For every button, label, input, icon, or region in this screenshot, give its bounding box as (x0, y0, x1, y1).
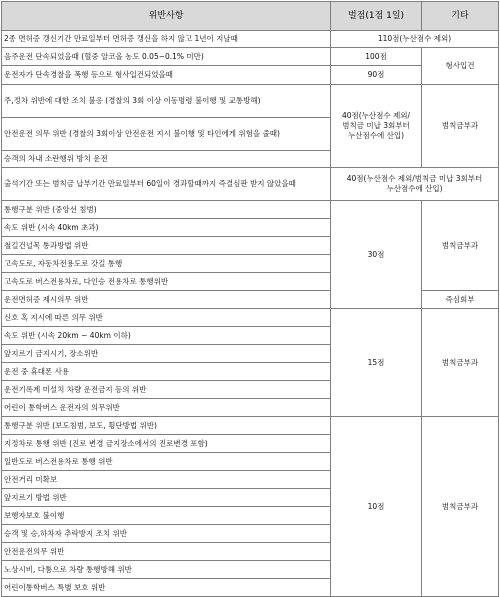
violation-cell: 철길건널목 통과방법 위반 (2, 237, 331, 255)
violation-cell: 앞지르기 방법 위반 (2, 489, 331, 507)
points-cell: 110점(누산점수 제외) (331, 31, 499, 48)
violation-cell: 지정차로 통행 위반 (진로 변경 금지장소에서의 진로변경 포함) (2, 435, 331, 453)
points-cell: 40점(누산점수 제외/범칙금 미납 3회부터 누산점수에 산입) (331, 85, 422, 168)
violation-cell: 어린이통학버스 특별 보호 위반 (2, 579, 331, 597)
header-violation: 위반사항 (2, 2, 331, 31)
note-cell: 범칙금부과 (422, 85, 499, 168)
note-cell: 범칙금부과 (422, 201, 499, 291)
violation-cell: 운전면허증 제시의무 위반 (2, 291, 331, 309)
violation-cell: 앞지르기 금지시기, 장소위반 (2, 345, 331, 363)
violation-cell: 보행자보호 불이행 (2, 507, 331, 525)
table-row (2, 31, 499, 48)
violation-cell: 고속도로, 자동차전용도로 갓길 통행 (2, 255, 331, 273)
violation-cell: 어린이 통학버스 운전자의 의무위반 (2, 399, 331, 417)
table-row (2, 417, 499, 435)
violation-cell: 승객 및 승,하차자 추락방지 조치 위반 (2, 525, 331, 543)
violation-cell: 신호 혹 지시에 따른 의무 위반 (2, 309, 331, 327)
violation-cell: 승객의 차내 소란행위 방치 운전 (2, 151, 331, 168)
violation-cell: 운전자가 단속경찰을 폭행 등으로 형사입건되었을때 (2, 66, 331, 85)
violation-cell: 통행구분 위반 (중앙선 침범) (2, 201, 331, 219)
violation-cell: 속도 위반 (시속 20km ~ 40km 이하) (2, 327, 331, 345)
violation-cell: 출석기간 또는 범칙금 납부기간 만료일부터 60일이 경과할때까지 즉결심판 받지 않았을때 (2, 168, 331, 201)
note-cell: 범칙금부과 (422, 417, 499, 597)
points-cell: 10점 (331, 417, 422, 597)
violation-cell: 2종 면허증 갱신기간 만료일부터 면허증 갱신을 하지 않고 1년이 지날때 (2, 31, 331, 48)
violation-cell: 주,정차 위반에 대한 조치 불응 (경찰의 3회 이상 이동명령 불이행 및 교통방해) (2, 85, 331, 118)
table-row (2, 291, 499, 309)
points-cell: 40점(누산점수 제외/범칙금 미납 3회부터 누산점수에 산입) (331, 168, 499, 201)
violation-cell: 안전운전의무 위반 (2, 543, 331, 561)
violation-cell: 안전운전 의무 위반 (경찰의 3회이상 안전운전 지시 불이행 및 타인에게 위험을 줄때) (2, 118, 331, 151)
violation-cell: 음주운전 단속되었을때 (혈중 알코올 농도 0.05~0.1% 미만) (2, 48, 331, 66)
violation-cell: 운전 중 휴대폰 사용 (2, 363, 331, 381)
table-row (2, 85, 499, 118)
penalty-points-table (1, 1, 499, 597)
penalty-table-container (1, 1, 499, 597)
header-points: 벌점(1점 1일) (331, 2, 422, 31)
note-cell: 형사입건 (422, 48, 499, 85)
violation-cell: 속도 위반 (시속 40km 초과) (2, 219, 331, 237)
table-row (2, 201, 499, 219)
points-cell: 100점 (331, 48, 422, 66)
violation-cell: 안전거리 미확보 (2, 471, 331, 489)
violation-cell: 고속도로 버스전용차로, 다인승 전용차로 통행위반 (2, 273, 331, 291)
violation-cell: 노상시비, 다툼으로 차량 통행방해 위반 (2, 561, 331, 579)
table-row (2, 48, 499, 66)
points-cell: 15점 (331, 309, 422, 417)
table-row (2, 168, 499, 201)
note-cell: 범칙금부과 (422, 309, 499, 417)
points-cell: 90점 (331, 66, 422, 85)
violation-cell: 운전기록계 미설치 차량 운전금지 등의 위반 (2, 381, 331, 399)
header-row (2, 2, 499, 31)
note-cell: 즉심회부 (422, 291, 499, 309)
table-row (2, 309, 499, 327)
header-note: 기타 (422, 2, 499, 31)
points-cell: 30점 (331, 201, 422, 309)
violation-cell: 일반도로 버스전용차로 통행 위반 (2, 453, 331, 471)
violation-cell: 통행구분 위반 (보도침범, 보도, 횡단방법 위반) (2, 417, 331, 435)
